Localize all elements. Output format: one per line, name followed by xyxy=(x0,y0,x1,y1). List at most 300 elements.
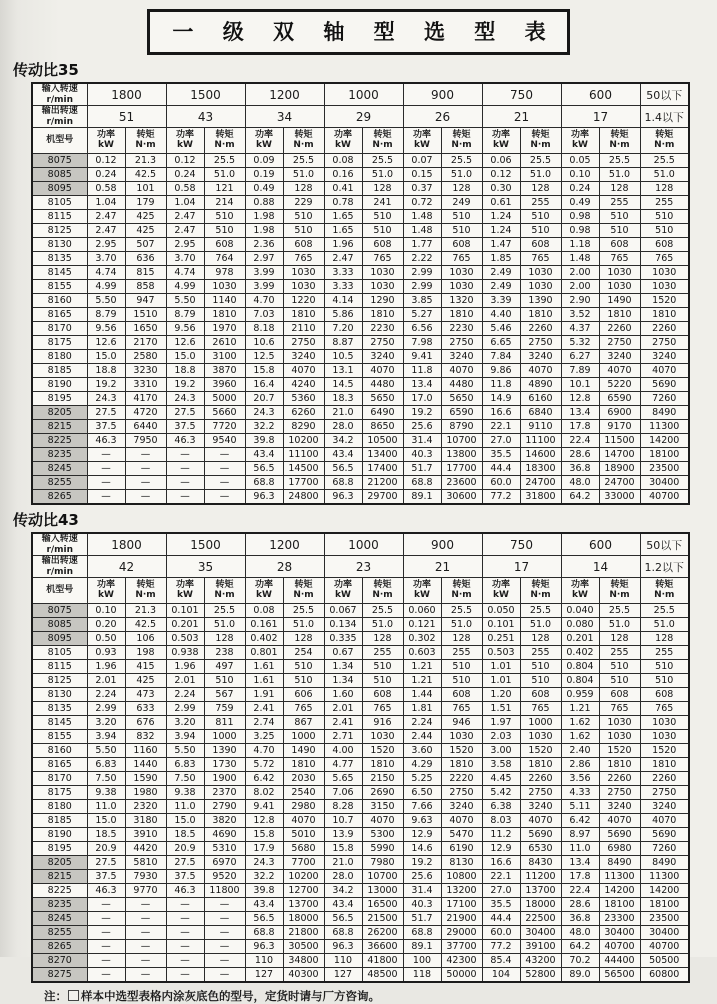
value-cell: 1590 xyxy=(125,772,166,786)
value-cell: 11.8 xyxy=(482,378,520,392)
table-row xyxy=(32,660,689,674)
value-cell: 30400 xyxy=(520,926,561,940)
value-cell: 64.2 xyxy=(561,940,599,954)
value-cell: 11300 xyxy=(640,870,689,884)
value-cell: 1.98 xyxy=(245,210,283,224)
value-cell: 35.5 xyxy=(482,448,520,462)
input-speed-label: 输入转速 r/min xyxy=(32,83,87,106)
value-cell: 18300 xyxy=(520,462,561,476)
value-cell: 759 xyxy=(204,702,245,716)
value-cell: 3.94 xyxy=(87,730,125,744)
model-cell: 8190 xyxy=(32,378,87,392)
value-cell: 916 xyxy=(362,716,403,730)
model-cell: 8145 xyxy=(32,716,87,730)
value-cell: 7.89 xyxy=(561,364,599,378)
table-row xyxy=(32,786,689,800)
table-row xyxy=(32,912,689,926)
value-cell: 128 xyxy=(640,182,689,196)
value-cell: 18.5 xyxy=(87,828,125,842)
value-cell: 0.24 xyxy=(166,168,204,182)
value-cell: 0.08 xyxy=(324,154,362,168)
value-cell: 1220 xyxy=(283,294,324,308)
value-cell: 1.61 xyxy=(245,660,283,674)
value-cell: 2.00 xyxy=(561,280,599,294)
model-cell: 8235 xyxy=(32,448,87,462)
value-cell: 3.70 xyxy=(87,252,125,266)
value-cell: 3240 xyxy=(362,350,403,364)
value-cell: 1140 xyxy=(204,294,245,308)
value-cell: 25.5 xyxy=(599,604,640,618)
value-cell: 43.4 xyxy=(245,898,283,912)
value-cell: 68.8 xyxy=(324,476,362,490)
value-cell: 128 xyxy=(520,632,561,646)
value-cell: 7.50 xyxy=(166,772,204,786)
value-cell: 608 xyxy=(362,238,403,252)
value-cell: 51.0 xyxy=(283,618,324,632)
value-cell: 110 xyxy=(245,954,283,968)
value-cell: 2.99 xyxy=(166,702,204,716)
value-cell: 46.3 xyxy=(87,434,125,448)
value-cell: — xyxy=(125,954,166,968)
value-cell: 1030 xyxy=(283,266,324,280)
value-cell: 4070 xyxy=(640,364,689,378)
table-row xyxy=(32,378,689,392)
output-speed-value: 42 xyxy=(87,556,166,578)
value-cell: 1.20 xyxy=(482,688,520,702)
value-cell: 10800 xyxy=(441,870,482,884)
value-cell: 16.6 xyxy=(482,856,520,870)
value-cell: 2.22 xyxy=(403,252,441,266)
value-cell: 510 xyxy=(283,660,324,674)
value-cell: 43.4 xyxy=(324,448,362,462)
value-cell: 510 xyxy=(204,210,245,224)
value-cell: 85.4 xyxy=(482,954,520,968)
value-cell: 46.3 xyxy=(166,884,204,898)
table-row xyxy=(32,364,689,378)
value-cell: 0.050 xyxy=(482,604,520,618)
value-cell: 128 xyxy=(520,182,561,196)
value-cell: 3100 xyxy=(204,350,245,364)
value-cell: 0.161 xyxy=(245,618,283,632)
value-cell: — xyxy=(87,926,125,940)
value-cell: 1.96 xyxy=(166,660,204,674)
value-cell: 2.71 xyxy=(324,730,362,744)
value-cell: 21.0 xyxy=(324,856,362,870)
value-cell: — xyxy=(87,968,125,983)
table-row xyxy=(32,954,689,968)
value-cell: 1970 xyxy=(204,322,245,336)
input-speed-value: 900 xyxy=(403,533,482,556)
value-cell: 1810 xyxy=(441,758,482,772)
value-cell: 16.6 xyxy=(482,406,520,420)
table-row xyxy=(32,406,689,420)
value-cell: 32.2 xyxy=(245,870,283,884)
value-cell: 11.0 xyxy=(166,800,204,814)
value-cell: 43200 xyxy=(520,954,561,968)
power-column-label: 功率 kW xyxy=(561,578,599,604)
value-cell: 3.58 xyxy=(482,758,520,772)
value-cell: — xyxy=(125,448,166,462)
model-cell: 8185 xyxy=(32,814,87,828)
value-cell: 0.67 xyxy=(324,646,362,660)
value-cell: 7720 xyxy=(204,420,245,434)
value-cell: — xyxy=(166,968,204,983)
value-cell: 765 xyxy=(283,252,324,266)
value-cell: 765 xyxy=(362,702,403,716)
value-cell: 3150 xyxy=(362,800,403,814)
value-cell: 0.09 xyxy=(245,154,283,168)
model-cell: 8255 xyxy=(32,926,87,940)
value-cell: 51.0 xyxy=(640,618,689,632)
value-cell: 1810 xyxy=(520,758,561,772)
model-cell: 8115 xyxy=(32,210,87,224)
value-cell: 1030 xyxy=(599,730,640,744)
value-cell: 1810 xyxy=(640,308,689,322)
value-cell: 5690 xyxy=(640,378,689,392)
value-cell: 1030 xyxy=(640,280,689,294)
value-cell: 2.01 xyxy=(166,674,204,688)
torque-column-label: 转矩 N·m xyxy=(362,128,403,154)
value-cell: 3960 xyxy=(204,378,245,392)
value-cell: 96.3 xyxy=(324,940,362,954)
value-cell: 0.603 xyxy=(403,646,441,660)
value-cell: 3.99 xyxy=(245,280,283,294)
value-cell: 6.27 xyxy=(561,350,599,364)
value-cell: 2.41 xyxy=(324,716,362,730)
value-cell: 608 xyxy=(362,688,403,702)
value-cell: 25.5 xyxy=(441,604,482,618)
table-row xyxy=(32,744,689,758)
value-cell: 0.134 xyxy=(324,618,362,632)
output-speed-value: 14 xyxy=(561,556,640,578)
value-cell: 31800 xyxy=(520,490,561,505)
section-label-ratio-35: 传动比35 xyxy=(13,61,79,79)
table-row xyxy=(32,828,689,842)
output-speed-value: 43 xyxy=(166,106,245,128)
value-cell: 110 xyxy=(324,954,362,968)
model-cell: 8135 xyxy=(32,252,87,266)
value-cell: 608 xyxy=(283,238,324,252)
value-cell: 51.0 xyxy=(599,618,640,632)
value-cell: 1030 xyxy=(520,266,561,280)
value-cell: 1.62 xyxy=(561,716,599,730)
value-cell: 608 xyxy=(599,688,640,702)
value-cell: 415 xyxy=(125,660,166,674)
value-cell: 1.51 xyxy=(482,702,520,716)
value-cell: — xyxy=(204,462,245,476)
value-cell: 2540 xyxy=(283,786,324,800)
value-cell: 5690 xyxy=(640,828,689,842)
value-cell: 1.96 xyxy=(87,660,125,674)
value-cell: 978 xyxy=(204,266,245,280)
value-cell: 676 xyxy=(125,716,166,730)
value-cell: 51.0 xyxy=(362,618,403,632)
value-cell: 510 xyxy=(599,660,640,674)
value-cell: 4070 xyxy=(362,814,403,828)
value-cell: 19.2 xyxy=(403,856,441,870)
value-cell: 9.41 xyxy=(403,350,441,364)
value-cell: 2260 xyxy=(520,772,561,786)
value-cell: 2370 xyxy=(204,786,245,800)
value-cell: 4.40 xyxy=(482,308,520,322)
table-row xyxy=(32,182,689,196)
value-cell: 7930 xyxy=(125,870,166,884)
table-row xyxy=(32,674,689,688)
value-cell: 2750 xyxy=(640,336,689,350)
value-cell: 8.28 xyxy=(324,800,362,814)
table-row xyxy=(32,350,689,364)
value-cell: 51.0 xyxy=(204,618,245,632)
value-cell: 1980 xyxy=(125,786,166,800)
value-cell: 2.24 xyxy=(87,688,125,702)
value-cell: 2030 xyxy=(283,772,324,786)
value-cell: 0.37 xyxy=(403,182,441,196)
value-cell: 1030 xyxy=(599,280,640,294)
value-cell: 8.79 xyxy=(87,308,125,322)
model-cell: 8125 xyxy=(32,674,87,688)
value-cell: 6440 xyxy=(125,420,166,434)
value-cell: 2.47 xyxy=(166,224,204,238)
value-cell: 25.5 xyxy=(362,154,403,168)
model-cell: 8130 xyxy=(32,688,87,702)
table-row xyxy=(32,730,689,744)
model-cell: 8175 xyxy=(32,786,87,800)
value-cell: 46.3 xyxy=(166,434,204,448)
value-cell: 118 xyxy=(403,968,441,983)
value-cell: 2.49 xyxy=(482,280,520,294)
value-cell: 1320 xyxy=(441,294,482,308)
torque-column-label: 转矩 N·m xyxy=(125,578,166,604)
value-cell: 56.5 xyxy=(245,912,283,926)
value-cell: 2110 xyxy=(283,322,324,336)
model-cell: 8190 xyxy=(32,828,87,842)
value-cell: 8.03 xyxy=(482,814,520,828)
value-cell: 10.7 xyxy=(324,814,362,828)
value-cell: 4240 xyxy=(283,378,324,392)
value-cell: 1.81 xyxy=(403,702,441,716)
value-cell: 1.48 xyxy=(561,252,599,266)
value-cell: 11500 xyxy=(599,434,640,448)
value-cell: 1520 xyxy=(599,744,640,758)
value-cell: 13.9 xyxy=(324,828,362,842)
value-cell: 2170 xyxy=(125,336,166,350)
value-cell: 1390 xyxy=(204,744,245,758)
power-column-label: 功率 kW xyxy=(245,128,283,154)
value-cell: 96.3 xyxy=(324,490,362,505)
value-cell: 32.2 xyxy=(245,420,283,434)
value-cell: 1810 xyxy=(520,308,561,322)
torque-column-label: 转矩 N·m xyxy=(441,128,482,154)
value-cell: — xyxy=(87,954,125,968)
value-cell: 3.33 xyxy=(324,280,362,294)
table-row xyxy=(32,392,689,406)
value-cell: 18100 xyxy=(599,898,640,912)
table-row xyxy=(32,884,689,898)
value-cell: 56500 xyxy=(599,968,640,983)
value-cell: 0.19 xyxy=(245,168,283,182)
value-cell: 0.101 xyxy=(166,604,204,618)
input-speed-label: 输入转速 r/min xyxy=(32,533,87,556)
value-cell: 2150 xyxy=(362,772,403,786)
value-cell: 1520 xyxy=(640,294,689,308)
value-cell: 1510 xyxy=(125,308,166,322)
table-row xyxy=(32,476,689,490)
value-cell: 21.0 xyxy=(324,406,362,420)
value-cell: 44.4 xyxy=(482,462,520,476)
value-cell: 1.44 xyxy=(403,688,441,702)
value-cell: 17.8 xyxy=(561,420,599,434)
value-cell: 1030 xyxy=(599,266,640,280)
value-cell: 8650 xyxy=(362,420,403,434)
value-cell: 2750 xyxy=(441,336,482,350)
value-cell: 1.91 xyxy=(245,688,283,702)
value-cell: 238 xyxy=(204,646,245,660)
value-cell: 4480 xyxy=(441,378,482,392)
value-cell: 11.2 xyxy=(482,828,520,842)
output-speed-value: 17 xyxy=(482,556,561,578)
value-cell: 68.8 xyxy=(245,476,283,490)
value-cell: 5.72 xyxy=(245,758,283,772)
value-cell: 1030 xyxy=(204,280,245,294)
value-cell: 5010 xyxy=(283,828,324,842)
value-cell: 27.5 xyxy=(87,406,125,420)
value-cell: 5.50 xyxy=(87,294,125,308)
value-cell: 858 xyxy=(125,280,166,294)
value-cell: 0.98 xyxy=(561,210,599,224)
value-cell: 608 xyxy=(520,688,561,702)
table-row xyxy=(32,420,689,434)
value-cell: — xyxy=(204,476,245,490)
value-cell: 9170 xyxy=(599,420,640,434)
value-cell: 0.12 xyxy=(87,154,125,168)
value-cell: 127 xyxy=(245,968,283,983)
value-cell: 40700 xyxy=(599,940,640,954)
power-column-label: 功率 kW xyxy=(87,128,125,154)
value-cell: 18100 xyxy=(640,898,689,912)
value-cell: 68.8 xyxy=(403,476,441,490)
value-cell: 5.42 xyxy=(482,786,520,800)
value-cell: 24.3 xyxy=(166,392,204,406)
value-cell: 37.5 xyxy=(87,870,125,884)
value-cell: 255 xyxy=(520,646,561,660)
value-cell: 4070 xyxy=(599,364,640,378)
value-cell: 765 xyxy=(599,252,640,266)
value-cell: 4420 xyxy=(125,842,166,856)
value-cell: 947 xyxy=(125,294,166,308)
value-cell: 0.07 xyxy=(403,154,441,168)
model-cell: 8165 xyxy=(32,308,87,322)
value-cell: 28.0 xyxy=(324,420,362,434)
table-row xyxy=(32,224,689,238)
value-cell: 1440 xyxy=(125,758,166,772)
value-cell: 1.47 xyxy=(482,238,520,252)
value-cell: — xyxy=(125,898,166,912)
value-cell: 5.46 xyxy=(482,322,520,336)
model-cell: 8075 xyxy=(32,154,87,168)
value-cell: 8.18 xyxy=(245,322,283,336)
value-cell: 1.62 xyxy=(561,730,599,744)
value-cell: 0.12 xyxy=(482,168,520,182)
value-cell: 4.45 xyxy=(482,772,520,786)
value-cell: 8290 xyxy=(283,420,324,434)
value-cell: 15.8 xyxy=(245,828,283,842)
input-speed-value: 600 xyxy=(561,83,640,106)
value-cell: 1810 xyxy=(640,758,689,772)
value-cell: 25.5 xyxy=(520,154,561,168)
value-cell: 1.98 xyxy=(245,224,283,238)
table-row xyxy=(32,490,689,505)
table-row xyxy=(32,322,689,336)
table-row xyxy=(32,842,689,856)
value-cell: 510 xyxy=(520,224,561,238)
value-cell: — xyxy=(125,462,166,476)
power-column-label: 功率 kW xyxy=(482,578,520,604)
value-cell: 4890 xyxy=(520,378,561,392)
model-cell: 8225 xyxy=(32,434,87,448)
model-cell: 8235 xyxy=(32,898,87,912)
value-cell: 0.24 xyxy=(87,168,125,182)
value-cell: 3.25 xyxy=(245,730,283,744)
value-cell: 7260 xyxy=(640,392,689,406)
value-cell: 2750 xyxy=(362,336,403,350)
value-cell: 2750 xyxy=(599,786,640,800)
value-cell: 1520 xyxy=(640,744,689,758)
value-cell: 70.2 xyxy=(561,954,599,968)
table-row xyxy=(32,688,689,702)
value-cell: 18100 xyxy=(640,448,689,462)
table-row xyxy=(32,940,689,954)
value-cell: 3910 xyxy=(125,828,166,842)
value-cell: 0.503 xyxy=(482,646,520,660)
value-cell: 3.33 xyxy=(324,266,362,280)
value-cell: 0.959 xyxy=(561,688,599,702)
value-cell: 636 xyxy=(125,252,166,266)
value-cell: 6900 xyxy=(599,406,640,420)
value-cell: 765 xyxy=(520,252,561,266)
value-cell: 121 xyxy=(204,182,245,196)
value-cell: 17.8 xyxy=(561,870,599,884)
value-cell: 0.938 xyxy=(166,646,204,660)
value-cell: — xyxy=(125,476,166,490)
value-cell: 4070 xyxy=(362,364,403,378)
output-speed-value: 1.2以下 xyxy=(640,556,689,578)
value-cell: 39100 xyxy=(520,940,561,954)
value-cell: 255 xyxy=(599,196,640,210)
value-cell: 7.84 xyxy=(482,350,520,364)
value-cell: 608 xyxy=(640,238,689,252)
value-cell: 0.78 xyxy=(324,196,362,210)
value-cell: 229 xyxy=(283,196,324,210)
value-cell: 7260 xyxy=(640,842,689,856)
value-cell: 2580 xyxy=(125,350,166,364)
value-cell: 11100 xyxy=(283,448,324,462)
value-cell: 15.0 xyxy=(166,350,204,364)
value-cell: 473 xyxy=(125,688,166,702)
value-cell: 1730 xyxy=(204,758,245,772)
value-cell: 765 xyxy=(640,702,689,716)
value-cell: 68.8 xyxy=(245,926,283,940)
value-cell: 18.8 xyxy=(166,364,204,378)
value-cell: 13700 xyxy=(283,898,324,912)
table-row xyxy=(32,448,689,462)
value-cell: — xyxy=(166,490,204,505)
model-column-label: 机型号 xyxy=(32,578,87,604)
value-cell: — xyxy=(87,462,125,476)
input-speed-value: 1800 xyxy=(87,83,166,106)
torque-column-label: 转矩 N·m xyxy=(362,578,403,604)
value-cell: 1.65 xyxy=(324,210,362,224)
value-cell: 0.41 xyxy=(324,182,362,196)
